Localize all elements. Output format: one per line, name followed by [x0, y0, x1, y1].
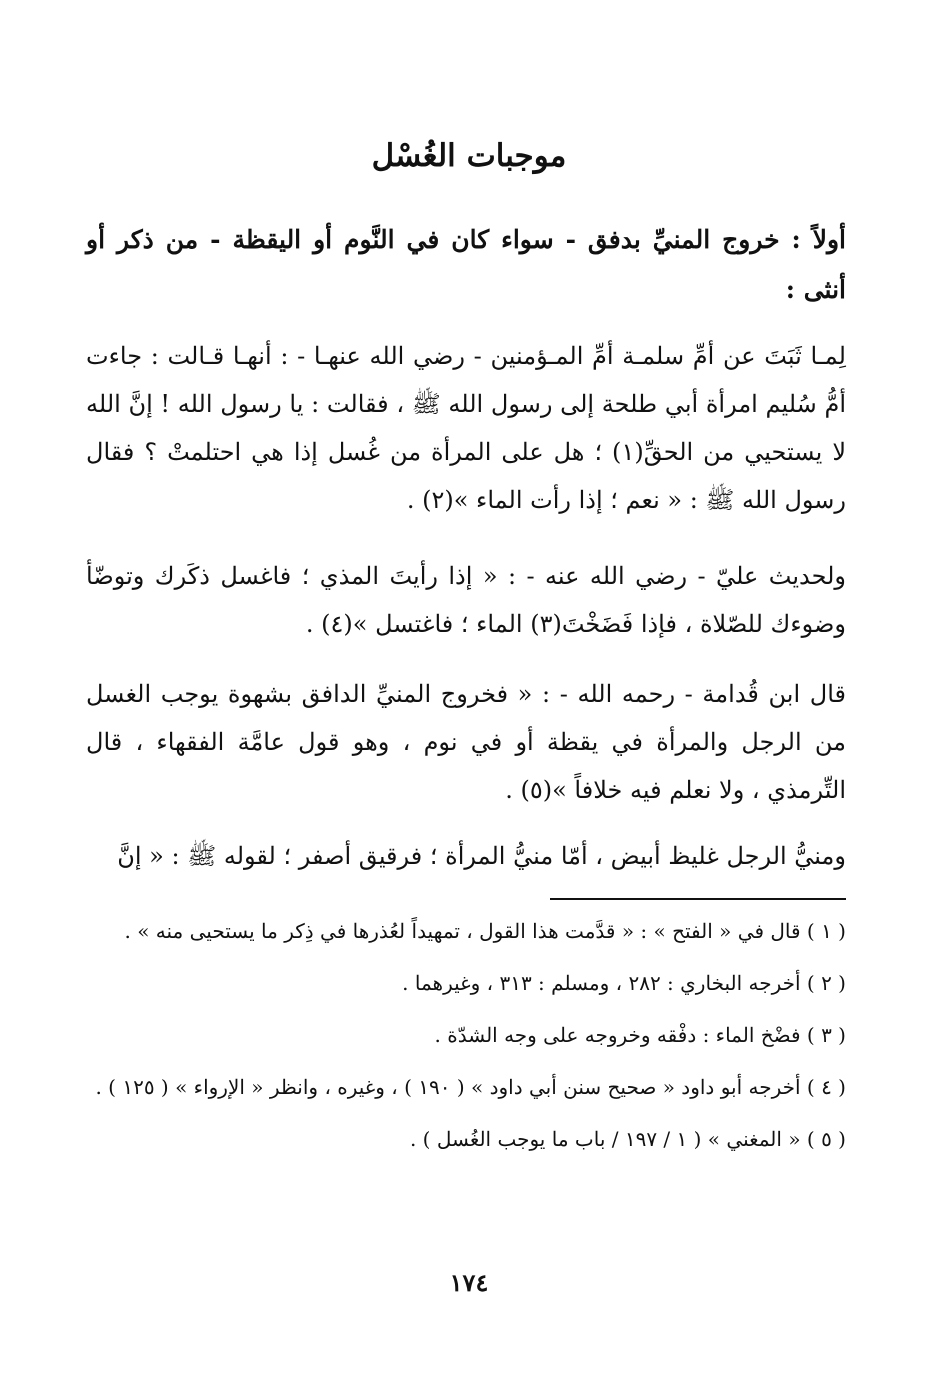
footnote-1: ( ١ ) قال في « الفتح » : « قدَّمت هذا القول ، تمهيداً لعُذرها في ذِكر ما يستحيى منه » .	[124, 919, 846, 943]
footnotes-list	[86, 912, 846, 1172]
page-number: ١٧٤	[449, 1268, 489, 1297]
paragraph-umm-salama-hadith: لِمـا ثَبَتَ عن أمِّ سلمـة أمِّ المـؤمنين - رضي الله عنهـا - : أنهـا قـالت : جاءت أمُّ سُليم امرأة أبي طلحة إلى رسول الله ﷺ ، فقالت : يا رسول الله ! إنَّ الله لا يستحيي من الحقِّ(١) ؛ هل على المرأة من غُسل إذا هي احتلمتْ ؟ فقال رسول الله ﷺ : « نعم ؛ إذا رأت الماء »(٢) .	[86, 342, 847, 514]
footnote-separator	[550, 898, 846, 900]
page-title: موجبات الغُسْل	[371, 138, 567, 174]
footnote-4: ( ٤ ) أخرجه أبو داود « صحيح سنن أبي داود » ( ١٩٠ ) ، وغيره ، وانظر « الإرواء » ( ١٢٥ ) .	[95, 1075, 846, 1099]
paragraph-mani-description: ومنيُّ الرجل غليظ أبيض ، أمّا منيُّ المرأة ؛ فرقيق أصفر ؛ لقوله ﷺ : « إنَّ	[117, 842, 846, 870]
footnote-5: ( ٥ ) « المغني » ( ١ / ١٩٧ / باب ما يوجب الغُسل ) .	[409, 1127, 846, 1151]
section-heading: أولاً : خروج المنيِّ بدفق - سواء كان في النَّوم أو اليقظة - من ذكر أو أنثى :	[86, 225, 846, 304]
paragraph-ibn-qudama: قال ابن قُدامة - رحمه الله - : « فخروج المنيِّ الدافق بشهوة يوجب الغسل من الرجل والمرأة في يقظة أو في نوم ، وهو قول عامَّة الفقهاء ، قال التِّرمذي ، ولا نعلم فيه خلافاً »(٥) .	[86, 680, 846, 804]
footnote-3: ( ٣ ) فضْخ الماء : دفْقه وخروجه على وجه الشدّة .	[434, 1023, 846, 1047]
footnote-2: ( ٢ ) أخرجه البخاري : ٢٨٢ ، ومسلم : ٣١٣ ، وغيرهما .	[402, 971, 846, 995]
paragraph-ali-hadith: ولحديث عليّ - رضي الله عنه - : « إذا رأيتَ المذي ؛ فاغسل ذكَرك وتوضّأ وضوءك للصّلاة ، فإذا فَضَخْتَ(٣) الماء ؛ فاغتسل »(٤) .	[86, 562, 846, 638]
